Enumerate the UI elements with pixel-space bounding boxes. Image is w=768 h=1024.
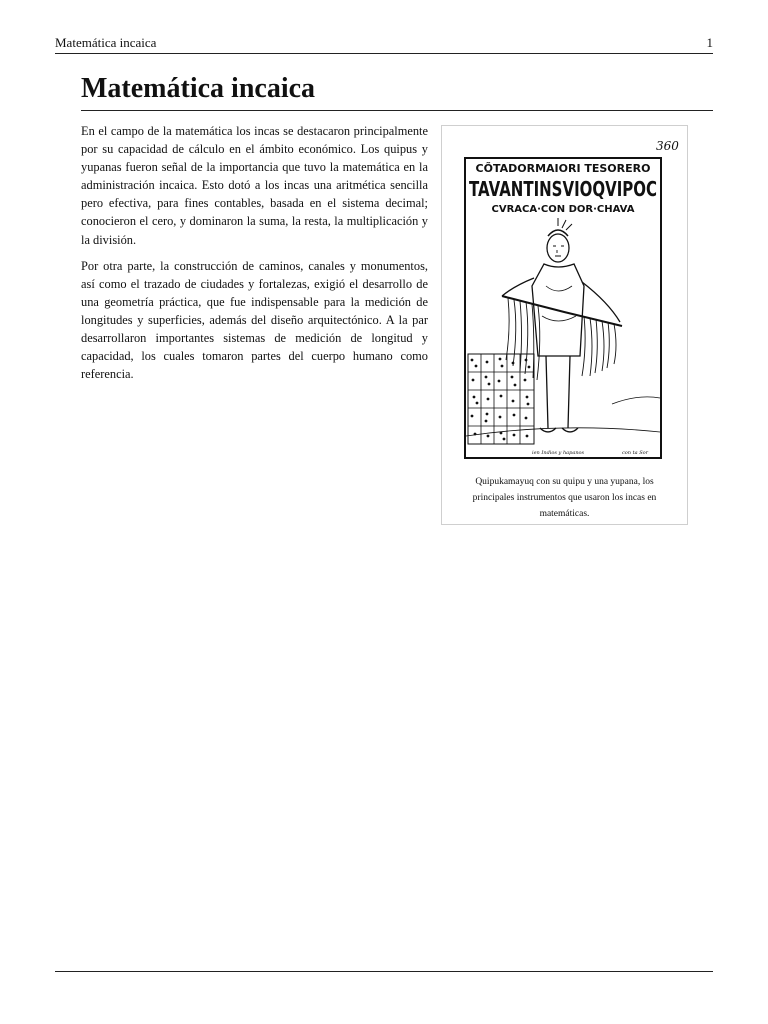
page-title: Matemática incaica (81, 72, 713, 111)
bottom-note-right: con ta Sor (622, 450, 649, 456)
page-number: 1 (706, 35, 713, 50)
yupana-grid (468, 354, 534, 444)
paragraph-2: Por otra parte, la construcción de caminos, canales y monumentos, así como el trazado de ciudades y fortalezas, exigió el desarrollo de una geometría práctica, que fue indispensable para la medición de longitudes y superficies, además del diseño arquitectónico. A la par desarrollaron importantes sistemas de medición de longitud y capacidad, los cuales tomaron partes del cuerpo humano como referencia. (81, 258, 428, 382)
footer-rule (55, 971, 713, 972)
inscription-line-1: CÕTADORMAIORI TESORERO (475, 162, 651, 175)
page-mark: 360 (656, 139, 679, 153)
quipukamayuq-illustration (462, 136, 679, 466)
running-title: Matemática incaica (55, 35, 157, 50)
inscription-line-3: CVRACA·CON DOR·CHAVA (491, 204, 635, 215)
paragraph-1: En el campo de la matemática los incas se destacaron principalmente por su capacidad de cálculo en el ámbito económico. Los quipus y yupanas fueron señal de la importancia que tuvo la matemática en la administración incaica. Esto dotó a los incas una aritmética sencilla pero efectiva, para fines contables, basada en el sistema decimal; conocieron el cero, y dominaron la suma, la resta, la multiplicación y la división. (81, 124, 428, 247)
bottom-note-left: ien Indios y hapanos (532, 450, 585, 456)
figure-box (441, 125, 688, 525)
article-body (81, 122, 428, 391)
figure-caption: Quipukamayuq con su quipu y una yupana, los principales instrumentos que usaron los incas en matemáticas. (472, 477, 657, 519)
illustration-drawing (462, 136, 679, 466)
inscription-line-2: TAVANTINSVIOQVIPOC (469, 177, 657, 201)
running-header (55, 35, 713, 54)
